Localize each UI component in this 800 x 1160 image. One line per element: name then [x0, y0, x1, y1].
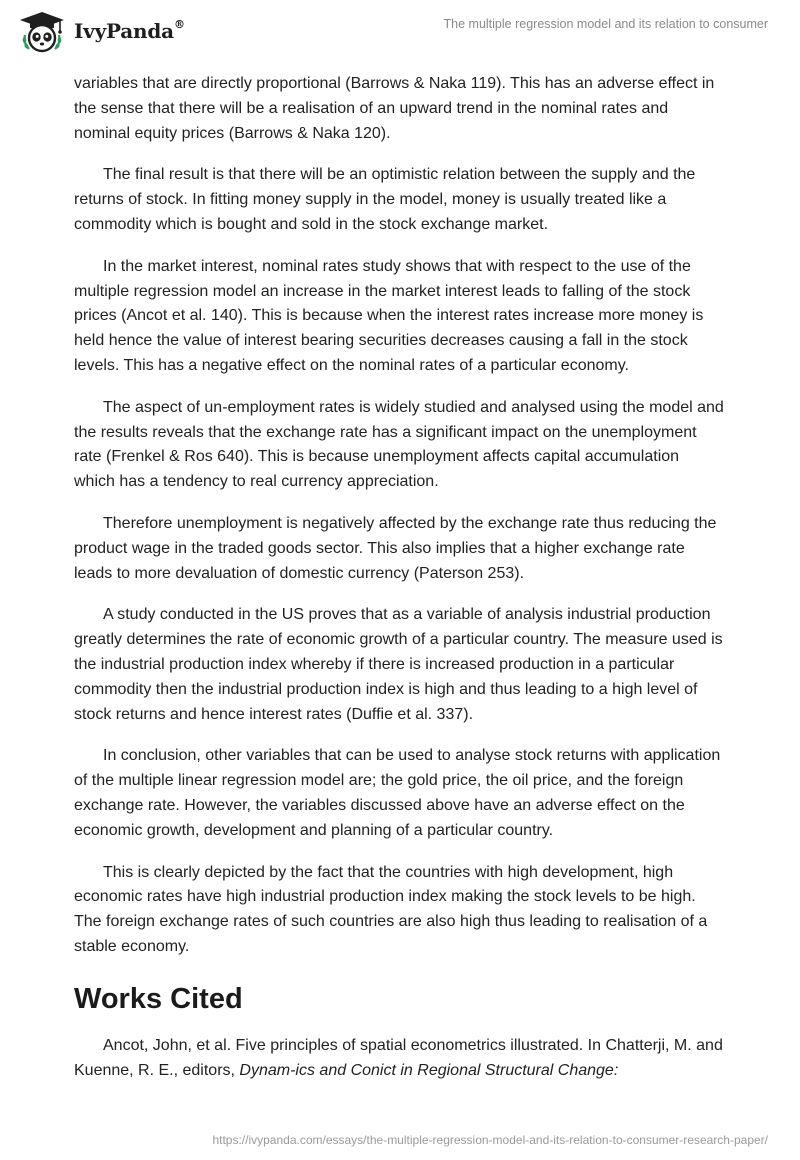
paragraph: Therefore unemployment is negatively affected by the exchange rate thus reducing the product wage in the traded goods sector. This also implies that a higher exchange rate leads to more devaluation of domestic currency (Paterson 253). — [74, 514, 717, 582]
paragraph: In conclusion, other variables that can be used to analyse stock returns with application of the multiple linear regression model are; the gold price, the oil price, and the foreign exchange rate. However, the variables discussed above have an adverse effect on the economic growth, development and planning of a particular country. — [74, 747, 721, 839]
paragraph: variables that are directly proportional (Barrows & Naka 119). This has an adverse effect in the sense that there will be a realisation of an upward trend in the nominal rates and nominal equity prices (Barrows & Naka 120). — [74, 75, 715, 142]
essay-body — [74, 72, 724, 1083]
brand-name: IvyPanda® — [74, 18, 185, 43]
source-url[interactable]: https://ivypanda.com/essays/the-multiple-regression-model-and-its-relation-to-consumer-research-paper/ — [212, 1133, 768, 1147]
panda-logo-icon — [16, 9, 68, 53]
citation-text: Ancot, John, et al. Five principles of spatial econometrics illustrated. In Chatterji, M. and Kuenne, R. E., editors, — [74, 1036, 723, 1079]
brand-logo[interactable] — [16, 9, 185, 53]
page-header — [0, 0, 800, 60]
document-title: The multiple regression model and its relation to consumer — [443, 17, 768, 31]
works-cited-heading: Works Cited — [74, 982, 243, 1015]
paragraph: A study conducted in the US proves that as a variable of analysis industrial production greatly determines the rate of economic growth of a particular country. The measure used is the industrial production index whereby if there is increased production in a particular commodity then the industrial production index is high and thus leading to a high level of stock returns and hence interest rates (Duffie et al. 337). — [74, 606, 723, 723]
paragraph: In the market interest, nominal rates study shows that with respect to the use of the multiple regression model an increase in the market interest leads to falling of the stock prices (Ancot et al. 140). This is because when the interest rates increase more money is held hence the value of interest bearing securities decreases causing a fall in the stock levels. This has a negative effect on the nominal rates of a particular economy. — [74, 257, 704, 374]
paragraph: This is clearly depicted by the fact that the countries with high development, high economic rates have high industrial production index making the stock levels to be high. The foreign exchange rates of such countries are also high thus leading to realisation of a stable economy. — [74, 863, 708, 955]
paragraph: The aspect of un-employment rates is widely studied and analysed using the model and the results reveals that the exchange rate has a significant impact on the unemployment rate (Frenkel & Ros 640). This is because unemployment affects capital accumulation which has a tendency to real currency appreciation. — [74, 398, 724, 491]
paragraph: The final result is that there will be an optimistic relation between the supply and the returns of stock. In fitting money supply in the model, money is usually treated like a commodity which is bought and sold in the stock exchange market. — [74, 166, 696, 233]
citation-title: Dynam-ics and Conict in Regional Structural Change: — [239, 1061, 619, 1079]
citation-entry — [74, 1034, 724, 1084]
